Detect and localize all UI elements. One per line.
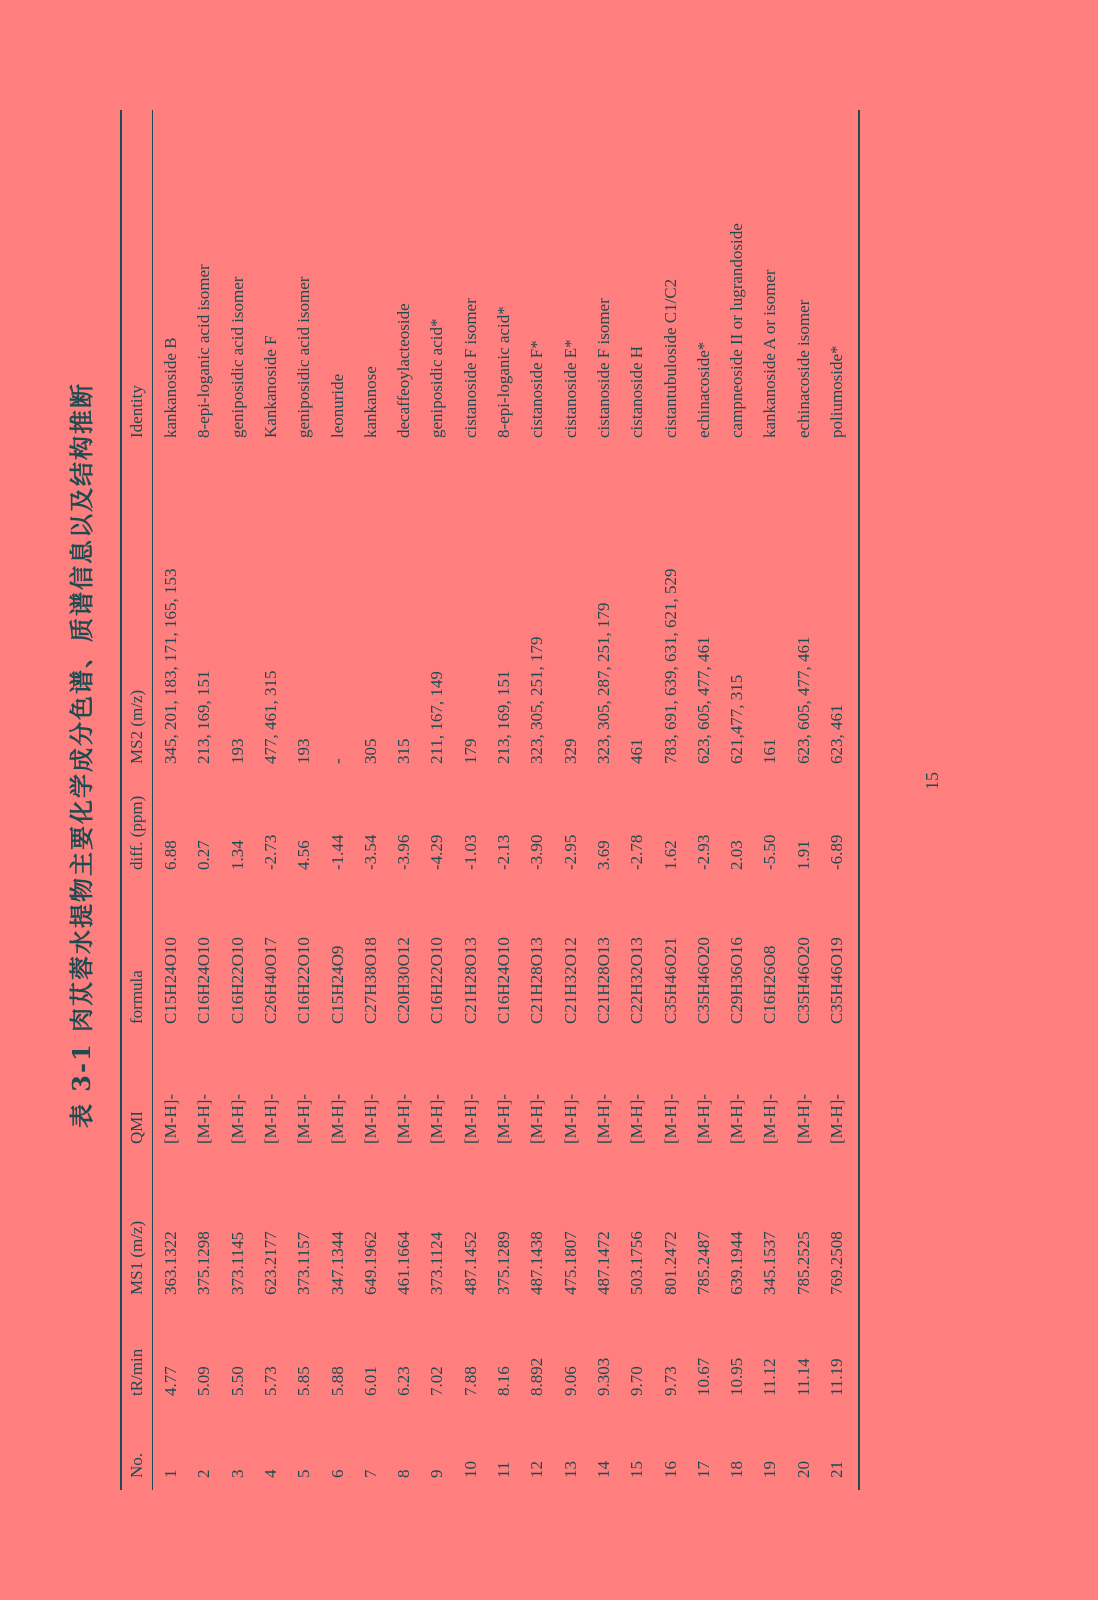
cell-qmi: [M-H]- [294,1093,314,1144]
cell-ms2: 623, 605, 477, 461 [693,636,713,764]
cell-qmi: [M-H]- [194,1093,214,1144]
cell-diff: 4.56 [294,840,314,870]
cell-ms2: 323, 305, 287, 251, 179 [593,602,613,764]
cell-diff: -2.13 [494,834,513,870]
header-diff: diff. (ppm) [127,795,146,870]
cell-formula: C16H24O10 [494,937,513,1024]
cell-no: 19 [760,1461,780,1478]
cell-no: 15 [627,1461,647,1478]
cell-identity: geniposidic acid isomer [227,276,247,438]
cell-qmi: [M-H]- [227,1093,247,1144]
cell-ms1: 375.1298 [194,1231,214,1295]
cell-diff: 6.88 [161,840,180,870]
cell-no: 7 [360,1469,380,1478]
cell-diff: -5.50 [760,834,780,870]
cell-identity: kankanose [360,366,380,438]
cell-diff: -2.78 [627,834,647,870]
cell-ms1: 785.2525 [793,1231,813,1295]
cell-ms1: 769.2508 [827,1231,846,1295]
cell-tr: 11.19 [827,1358,846,1396]
header-identity: Identity [127,385,146,438]
cell-no: 12 [527,1461,547,1478]
header-qmi: QMI [127,1110,146,1144]
cell-ms2: 621,477, 315 [727,674,747,764]
cell-ms1: 373.1157 [294,1231,314,1295]
cell-formula: C21H32O12 [560,937,580,1024]
cell-identity: Kankanoside F [260,335,280,438]
cell-tr: 10.67 [693,1357,713,1396]
cell-identity: echinacoside* [693,341,713,438]
cell-formula: C27H38O18 [360,937,380,1024]
cell-ms2: 193 [294,738,314,764]
cell-diff: 3.69 [593,840,613,870]
header-no: No. [127,1452,146,1478]
cell-formula: C16H22O10 [427,937,447,1024]
cell-ms1: 785.2487 [693,1231,713,1295]
cell-identity: 8-epi-loganic acid* [494,306,513,438]
cell-no: 14 [593,1461,613,1478]
cell-qmi: [M-H]- [593,1093,613,1144]
cell-ms1: 475.1807 [560,1231,580,1295]
cell-qmi: [M-H]- [427,1093,447,1144]
table-row [520,110,553,1490]
cell-qmi: [M-H]- [660,1093,680,1144]
cell-ms2: 783, 691, 639, 631, 621, 529 [660,568,680,764]
header-ms2: MS2 (m/z) [127,689,146,764]
cell-identity: geniposidic acid isomer [294,276,314,438]
cell-qmi: [M-H]- [360,1093,380,1144]
table-row [187,110,220,1490]
cell-tr: 4.77 [161,1366,180,1396]
cell-diff: -4.29 [427,834,447,870]
cell-formula: C35H46O20 [693,937,713,1024]
cell-ms1: 345.1537 [760,1231,780,1295]
table-row [420,110,453,1490]
header-tr: tR/min [127,1348,146,1396]
cell-tr: 8.892 [527,1357,547,1396]
cell-tr: 5.85 [294,1366,314,1396]
cell-formula: C16H22O10 [294,937,314,1024]
cell-identity: poliumoside* [827,345,846,438]
cell-diff: 0.27 [194,840,214,870]
cell-ms1: 373.1124 [427,1231,447,1295]
cell-tr: 10.95 [727,1357,747,1396]
header-row [120,110,153,1490]
header-formula: formula [127,970,146,1024]
cell-no: 18 [727,1461,747,1478]
cell-tr: 8.16 [494,1366,513,1396]
cell-formula: C21H28O13 [527,937,547,1024]
table-row [254,110,287,1490]
cell-identity: campneoside II or lugrandoside [727,223,747,438]
cell-no: 13 [560,1461,580,1478]
cell-tr: 11.14 [793,1358,813,1396]
table-row [620,110,653,1490]
data-table [106,110,876,1490]
cell-formula: C21H28O13 [593,937,613,1024]
cell-formula: C16H22O10 [227,937,247,1024]
table-row [454,110,487,1490]
table-row [387,110,420,1490]
table-row [354,110,387,1490]
cell-ms2: 213, 169, 151 [194,670,214,764]
cell-ms1: 487.1452 [460,1231,480,1295]
cell-qmi: [M-H]- [460,1093,480,1144]
cell-no: 21 [827,1461,846,1478]
cell-ms1: 639.1944 [727,1231,747,1295]
table-row [820,110,853,1490]
cell-no: 2 [194,1469,214,1478]
cell-ms2: 315 [394,738,414,764]
cell-no: 17 [693,1461,713,1478]
header-ms1: MS1 (m/z) [127,1220,146,1295]
cell-identity: cistanoside F isomer [593,298,613,438]
cell-qmi: [M-H]- [494,1093,513,1144]
cell-ms2: 305 [360,738,380,764]
cell-qmi: [M-H]- [693,1093,713,1144]
cell-identity: cistanoside E* [560,339,580,438]
cell-formula: C16H26O8 [760,945,780,1024]
cell-tr: 9.06 [560,1366,580,1396]
cell-ms1: 801.2472 [660,1231,680,1295]
cell-diff: -2.93 [693,834,713,870]
cell-formula: C22H32O13 [627,937,647,1024]
table-row [154,110,187,1490]
cell-qmi: [M-H]- [260,1093,280,1144]
cell-identity: cistanoside H [627,345,647,438]
cell-identity: cistanoside F isomer [460,298,480,438]
table-row [554,110,587,1490]
cell-no: 4 [260,1469,280,1478]
cell-ms2: 345, 201, 183, 171, 165, 153 [161,568,180,764]
cell-identity: cistantubuloside C1/C2 [660,278,680,438]
cell-ms1: 649.1962 [360,1231,380,1295]
cell-identity: decaffeoylacteoside [394,303,414,438]
cell-identity: leonuride [327,373,347,438]
cell-formula: C20H30O12 [394,937,414,1024]
cell-diff: -1.44 [327,834,347,870]
cell-ms1: 503.1756 [627,1231,647,1295]
cell-tr: 5.50 [227,1366,247,1396]
cell-formula: C26H40O17 [260,937,280,1024]
cell-diff: -2.73 [260,834,280,870]
cell-qmi: [M-H]- [627,1093,647,1144]
table-row [587,110,620,1490]
cell-qmi: [M-H]- [727,1093,747,1144]
cell-identity: cistanoside F* [527,340,547,438]
cell-qmi: [M-H]- [327,1093,347,1144]
page-number: 15 [922,772,942,790]
cell-ms2: 161 [760,738,780,764]
cell-formula: C35H46O19 [827,937,846,1024]
cell-identity: 8-epi-loganic acid isomer [194,264,214,438]
cell-ms2: 329 [560,738,580,764]
table-row [321,110,354,1490]
cell-qmi: [M-H]- [394,1093,414,1144]
cell-qmi: [M-H]- [161,1093,180,1144]
cell-no: 3 [227,1469,247,1478]
table-row [487,110,520,1490]
cell-diff: 2.03 [727,840,747,870]
bottom-rule [858,110,860,1490]
cell-ms2: 213, 169, 151 [494,670,513,764]
cell-tr: 11.12 [760,1358,780,1396]
cell-formula: C35H46O21 [660,937,680,1024]
cell-ms2: 623, 461 [827,704,846,764]
table-row [720,110,753,1490]
cell-ms2: 623, 605, 477, 461 [793,636,813,764]
cell-ms2: - [327,758,347,764]
cell-no: 5 [294,1469,314,1478]
cell-ms2: 477, 461, 315 [260,670,280,764]
cell-no: 1 [161,1469,180,1478]
table-row [787,110,820,1490]
cell-ms2: 179 [460,738,480,764]
table-row [221,110,254,1490]
cell-ms1: 347.1344 [327,1231,347,1295]
cell-formula: C29H36O16 [727,937,747,1024]
cell-tr: 5.88 [327,1366,347,1396]
cell-tr: 7.02 [427,1366,447,1396]
cell-tr: 6.01 [360,1366,380,1396]
cell-tr: 5.73 [260,1366,280,1396]
cell-formula: C15H24O10 [161,937,180,1024]
cell-identity: kankanoside A or isomer [760,269,780,438]
cell-ms1: 623.2177 [260,1231,280,1295]
cell-ms1: 373.1145 [227,1231,247,1295]
cell-diff: -6.89 [827,834,846,870]
cell-diff: 1.34 [227,840,247,870]
cell-no: 8 [394,1469,414,1478]
table-row [287,110,320,1490]
cell-formula: C16H24O10 [194,937,214,1024]
cell-qmi: [M-H]- [827,1093,846,1144]
cell-tr: 9.303 [593,1357,613,1396]
cell-tr: 9.70 [627,1366,647,1396]
cell-ms1: 487.1438 [527,1231,547,1295]
cell-no: 6 [327,1469,347,1478]
cell-diff: -1.03 [460,834,480,870]
cell-ms2: 211, 167, 149 [427,671,447,764]
cell-no: 16 [660,1461,680,1478]
cell-ms2: 461 [627,738,647,764]
cell-no: 9 [427,1469,447,1478]
cell-diff: 1.91 [793,840,813,870]
cell-identity: geniposidic acid* [427,318,447,438]
table-row [753,110,786,1490]
cell-formula: C35H46O20 [793,937,813,1024]
cell-ms2: 193 [227,738,247,764]
cell-qmi: [M-H]- [760,1093,780,1144]
cell-tr: 7.88 [460,1366,480,1396]
cell-tr: 9.73 [660,1366,680,1396]
cell-qmi: [M-H]- [560,1093,580,1144]
table-caption: 表 3-1 肉苁蓉水提物主要化学成分色谱、质谱信息以及结构推断 [67,381,96,1129]
cell-formula: C15H24O9 [327,945,347,1024]
cell-ms2: 323, 305, 251, 179 [527,636,547,764]
cell-diff: -3.54 [360,834,380,870]
header-rule [152,110,153,1490]
cell-ms1: 375.1289 [494,1231,513,1295]
table-row [654,110,687,1490]
cell-diff: -2.95 [560,834,580,870]
cell-identity: kankanoside B [161,337,180,438]
cell-formula: C21H28O13 [460,937,480,1024]
cell-identity: echinacoside isomer [793,299,813,438]
cell-diff: 1.62 [660,840,680,870]
cell-ms1: 487.1472 [593,1231,613,1295]
cell-no: 20 [793,1461,813,1478]
cell-ms1: 461.1664 [394,1231,414,1295]
cell-qmi: [M-H]- [793,1093,813,1144]
cell-tr: 6.23 [394,1366,414,1396]
cell-qmi: [M-H]- [527,1093,547,1144]
cell-no: 10 [460,1461,480,1478]
table-row [687,110,720,1490]
cell-diff: -3.90 [527,834,547,870]
cell-no: 11 [494,1461,513,1478]
cell-ms1: 363.1322 [161,1231,180,1295]
cell-diff: -3.96 [394,834,414,870]
cell-tr: 5.09 [194,1366,214,1396]
